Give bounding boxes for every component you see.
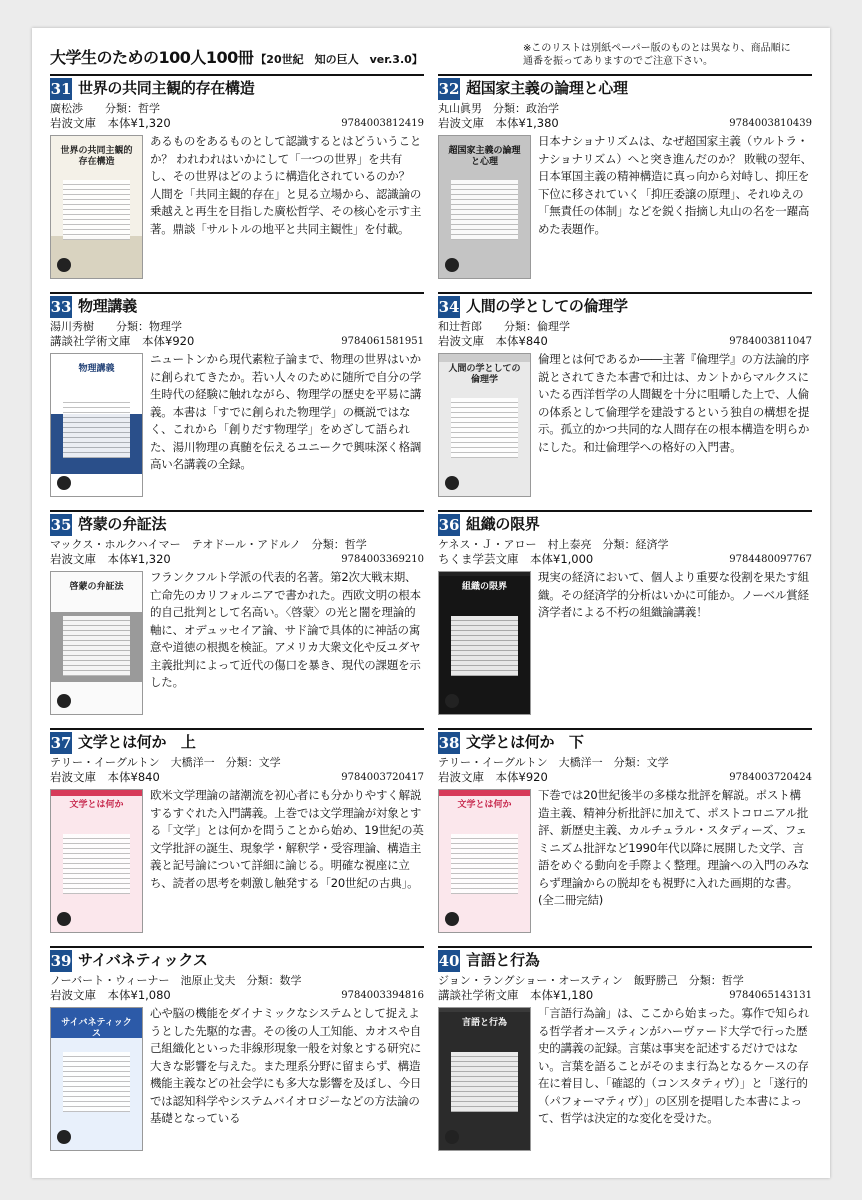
book-isbn: 9784003811047 (729, 336, 812, 347)
book-cover-title: 文学とは何か (69, 800, 124, 810)
book-cover-image (50, 571, 143, 715)
book-publisher-price: 岩波文庫 本体¥1,320 (50, 116, 171, 130)
list-note-line-2: 通番を振ってありますのでご注意下さい。 (523, 56, 713, 67)
book-title: 世界の共同主観的存在構造 (78, 79, 255, 97)
book-number: 34 (438, 298, 460, 316)
book-cover-title: 啓蒙の弁証法 (69, 582, 124, 592)
book-publisher-price: 岩波文庫 本体¥1,320 (50, 552, 171, 566)
book-title: 組織の限界 (466, 515, 540, 533)
book-authors: 丸山眞男 分類：政治学 (438, 102, 559, 115)
book-publisher-row (50, 988, 424, 1003)
book-cover-image (438, 789, 531, 933)
book-entry (438, 74, 812, 285)
book-heading (438, 946, 812, 974)
book-cover-text-lines (451, 834, 518, 894)
publisher-seal-icon (57, 912, 71, 926)
book-isbn: 9784003369210 (341, 554, 424, 565)
book-body (50, 789, 424, 939)
book-cover-image (438, 353, 531, 497)
book-isbn: 9784003812419 (341, 118, 424, 129)
book-title: 文学とは何か 上 (78, 733, 196, 751)
book-cover-band (439, 572, 530, 576)
book-cover-text-lines (63, 616, 130, 676)
book-cover-band (439, 1008, 530, 1012)
book-publisher-price: ちくま学芸文庫 本体¥1,000 (438, 552, 594, 566)
book-authors: 湯川秀樹 分類：物理学 (50, 320, 182, 333)
book-heading (50, 728, 424, 756)
book-heading (50, 946, 424, 974)
document-page (32, 28, 830, 1178)
book-body (50, 353, 424, 503)
book-authors: 和辻哲郎 分類：倫理学 (438, 320, 570, 333)
book-authors: マックス・ホルクハイマー テオドール・アドルノ 分類：哲学 (50, 538, 367, 551)
book-cover-image (50, 789, 143, 933)
list-title (50, 45, 423, 68)
list-subtitle: 【20世紀 知の巨人 ver.3.0】 (255, 53, 423, 66)
book-heading (438, 292, 812, 320)
book-publisher-row (438, 988, 812, 1003)
book-cover-text-lines (451, 1052, 518, 1112)
book-cover-text-lines (451, 180, 518, 240)
book-cover-band (439, 790, 530, 796)
book-publisher-price: 岩波文庫 本体¥1,380 (438, 116, 559, 130)
book-entry (438, 510, 812, 721)
book-publisher-row (438, 334, 812, 349)
book-title: 言語と行為 (466, 951, 540, 969)
book-publisher-price: 岩波文庫 本体¥1,080 (50, 988, 171, 1002)
book-number: 38 (438, 734, 460, 752)
publisher-seal-icon (57, 476, 71, 490)
book-title: 啓蒙の弁証法 (78, 515, 167, 533)
book-heading (50, 510, 424, 538)
book-publisher-row (50, 552, 424, 567)
book-number: 37 (50, 734, 72, 752)
book-description: 下巻では20世紀後半の多様な批評を解説。ポスト構造主義、精神分析批評に加えて、ポストコロニアル批評、新歴史主義、カルチュラル・スタディーズ、フェミニズム批評など1990年代以降に展開した文学、言語をめぐる動向を手際よく整理。理論への入門のみならず理論からの脱却をも視野に入れた画期的な書。(全二冊完結) (538, 788, 810, 907)
book-authors: ジョン・ラングショー・オースティン 飯野勝己 分類：哲学 (438, 974, 744, 987)
book-publisher-row (50, 116, 424, 131)
book-publisher-price: 岩波文庫 本体¥920 (438, 770, 548, 784)
book-cover-title: 組織の限界 (461, 582, 507, 592)
book-body (50, 135, 424, 285)
book-entry (50, 292, 424, 503)
list-note (523, 42, 791, 68)
book-cover-title: サイバネティックス (61, 1018, 132, 1039)
book-entry (438, 292, 812, 503)
book-cover-text-lines (451, 616, 518, 676)
book-description: 心や脳の機能をダイナミックなシステムとして捉えようとした先駆的な書。その後の人工知能、カオスや自己組織化といった非線形現象一般を対象とする研究に大きな影響を与えた。また理系分野に留まらず、構造機能主義などの社会学にも多大な影響を及ぼし、今日では認知科学やシステムバイオロジーなどの方法論の基礎となっている (150, 1006, 422, 1125)
book-cover-text-lines (63, 180, 130, 240)
book-entry (438, 728, 812, 939)
book-number: 35 (50, 516, 72, 534)
book-isbn: 9784003720424 (729, 772, 812, 783)
book-authors: テリー・イーグルトン 大橋洋一 分類：文学 (438, 756, 669, 769)
book-cover-title: 人間の学としての倫理学 (448, 364, 521, 385)
book-publisher-row (50, 770, 424, 785)
book-heading (50, 74, 424, 102)
book-publisher-row (50, 334, 424, 349)
book-isbn: 9784003720417 (341, 772, 424, 783)
book-publisher-price: 岩波文庫 本体¥840 (50, 770, 160, 784)
book-number: 39 (50, 952, 72, 970)
publisher-seal-icon (445, 912, 459, 926)
book-cover-image (438, 135, 531, 279)
book-entry (50, 946, 424, 1157)
book-title: 超国家主義の論理と心理 (466, 79, 628, 97)
book-cover-image (50, 353, 143, 497)
book-heading (50, 292, 424, 320)
book-heading (438, 74, 812, 102)
publisher-seal-icon (445, 694, 459, 708)
book-cover-title: 言語と行為 (461, 1018, 507, 1028)
book-isbn: 9784065143131 (729, 990, 812, 1001)
book-cover-text-lines (63, 398, 130, 458)
book-description: 欧米文学理論の諸潮流を初心者にも分かりやすく解説するすぐれた入門講義。上巻では文学理論が対象とする「文学」とは何かを問うことから始め、19世紀の英文学批評の誕生、現象学・解釈学・受容理論、構造主義と記号論について詳細に論じる。明確な視座に立ち、読者の思考を刺激し触発する「20世紀の古典」。 (150, 788, 424, 890)
book-publisher-price: 講談社学術文庫 本体¥920 (50, 334, 195, 348)
book-cover-title: 超国家主義の論理と心理 (448, 146, 521, 167)
book-entry (50, 74, 424, 285)
book-cover-image (438, 1007, 531, 1151)
book-isbn: 9784003394816 (341, 990, 424, 1001)
book-number: 36 (438, 516, 460, 534)
book-description: 現実の経済において、個人より重要な役割を果たす組織。その経済学的分析はいかに可能か。ノーベル賞経済学者による不朽の組織論講義！ (538, 570, 809, 619)
book-body (438, 353, 812, 503)
book-cover-text-lines (63, 834, 130, 894)
publisher-seal-icon (57, 694, 71, 708)
book-title: 物理講義 (78, 297, 137, 315)
book-number: 40 (438, 952, 460, 970)
book-authors: テリー・イーグルトン 大橋洋一 分類：文学 (50, 756, 281, 769)
book-isbn: 9784480097767 (729, 554, 812, 565)
book-description: ニュートンから現代素粒子論まで、物理の世界はいかに創られてきたか。若い人々のために随所で自分の学生時代の経験に触れながら、物理学の歴史を平易に講義。本書は「すでに創られた物理学」の概説ではなく、これから「創りだす物理学」をめざして語られた、湯川物理の真髄を伝えるユニークで興味深く格調高い名講義の全録。 (150, 352, 422, 471)
book-cover-title: 文学とは何か (457, 800, 512, 810)
book-body (50, 571, 424, 721)
book-entry (438, 946, 812, 1157)
book-description: 「言語行為論」は、ここから始まった。寡作で知られる哲学者オースティンがハーヴァード大学で行った歴史的講義の記録。言葉は事実を記述するだけではない。言葉を語ることがそのまま行為となるケースの存在に着目し、「確認的（コンスタティヴ）」と「遂行的（パフォーマティヴ）」の区別を提唱した本書によって、哲学は決定的な変化を受けた。 (538, 1006, 810, 1125)
book-body (438, 789, 812, 939)
book-description: 日本ナショナリズムは、なぜ超国家主義（ウルトラ・ナショナリズム）へと突き進んだのか？ 敗戦の翌年、日本軍国主義の精神構造に真っ向から対峙し、抑圧を下位に移されていく「抑圧委譲の原理」、それゆえの「無責任の体制」などを鋭く指摘し丸山の名を一躍高めた表題作。 (538, 134, 812, 236)
book-heading (438, 510, 812, 538)
book-publisher-row (438, 116, 812, 131)
book-cover-image (50, 135, 143, 279)
book-publisher-price: 講談社学術文庫 本体¥1,180 (438, 988, 594, 1002)
book-cover-band (439, 354, 530, 362)
book-number: 32 (438, 80, 460, 98)
book-publisher-row (438, 552, 812, 567)
book-description: あるものをあるものとして認識するとはどういうことか？ われわれはいかにして「一つの世界」を共有し、その世界はどのように構造化されているのか？ 人間を「共同主観的存在」と見る立場から、認識論の乗越えと再生を目指した廣松哲学、その核心を示す主著。鼎談「サルトルの地平と共同主観性」を付載。 (150, 134, 422, 236)
book-entry (50, 510, 424, 721)
book-cover-text-lines (63, 1052, 130, 1112)
book-publisher-row (438, 770, 812, 785)
book-entry (50, 728, 424, 939)
publisher-seal-icon (57, 258, 71, 272)
book-cover-image (50, 1007, 143, 1151)
book-authors: ケネス・Ｊ・アロー 村上泰亮 分類：経済学 (438, 538, 669, 551)
book-publisher-price: 岩波文庫 本体¥840 (438, 334, 548, 348)
book-body (438, 1007, 812, 1157)
book-description: 倫理とは何であるか――主著『倫理学』の方法論的序説とされてきた本書で和辻は、カントからマルクスにいたる西洋哲学の人間観を十分に咀嚼した上で、人倫の体系として倫理学を建設するという独自の構想を提示。孤立的かつ共同的な人間存在の根本構造を明らかにした。和辻倫理学への格好の入門書。 (538, 352, 810, 454)
book-cover-image (438, 571, 531, 715)
book-cover-band (51, 790, 142, 796)
publisher-seal-icon (445, 258, 459, 272)
book-description: フランクフルト学派の代表的名著。第2次大戦末期、亡命先のカリフォルニアで書かれた。西欧文明の根本的自己批判として名高い。〈啓蒙〉の光と闇を理論的軸に、オデュッセイア論、サド論で具体的に神話の寓意や道徳の根拠を検証。アメリカ大衆文化や反ユダヤ主義批判によって近代の傷口を暴き、現代の課題を示した。 (150, 570, 421, 689)
book-number: 33 (50, 298, 72, 316)
list-note-line-1: ※このリストは別紙ペーパー版のものとは異なり、商品順に (523, 43, 791, 54)
book-isbn: 9784061581951 (341, 336, 424, 347)
book-isbn: 9784003810439 (729, 118, 812, 129)
publisher-seal-icon (445, 1130, 459, 1144)
list-title-text: 大学生のための100人100冊 (50, 48, 254, 67)
book-cover-text-lines (451, 398, 518, 458)
publisher-seal-icon (445, 476, 459, 490)
book-cover-title: 世界の共同主観的存在構造 (60, 146, 133, 167)
book-authors: 廣松渉 分類：哲学 (50, 102, 160, 115)
book-title: 人間の学としての倫理学 (466, 297, 628, 315)
publisher-seal-icon (57, 1130, 71, 1144)
book-body (438, 571, 812, 721)
book-number: 31 (50, 80, 72, 98)
book-heading (438, 728, 812, 756)
book-body (50, 1007, 424, 1157)
book-title: サイバネティックス (78, 951, 208, 969)
book-title: 文学とは何か 下 (466, 733, 584, 751)
book-body (438, 135, 812, 285)
book-cover-title: 物理講義 (78, 364, 115, 374)
book-authors: ノーバート・ウィーナー 池原止戈夫 分類：数学 (50, 974, 302, 987)
